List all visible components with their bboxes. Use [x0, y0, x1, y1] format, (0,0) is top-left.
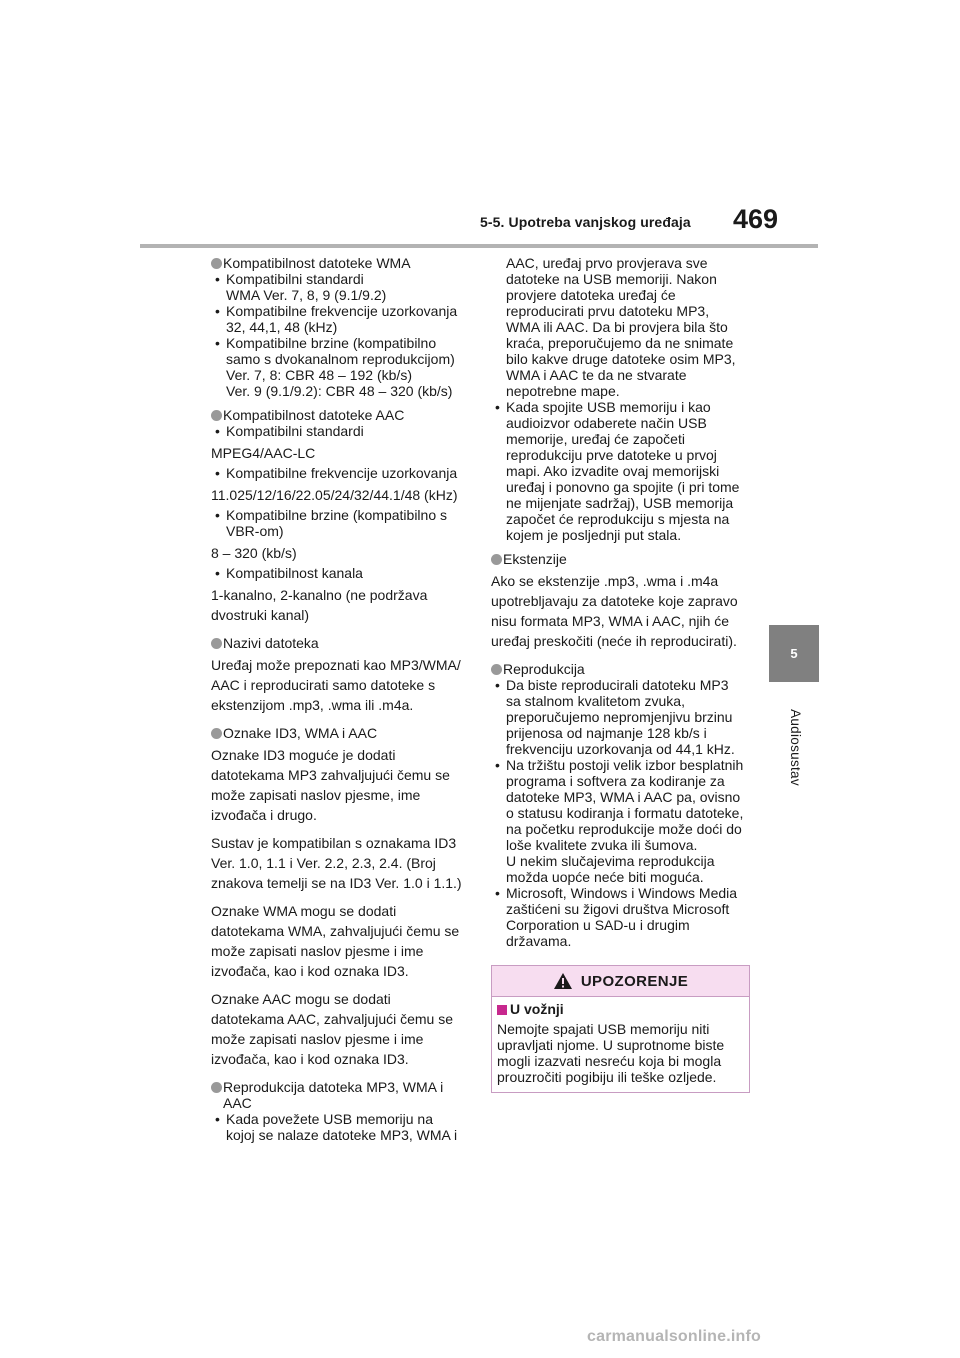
continued-bullet-text: AAC, uređaj prvo provjerava sve datoteke na USB memoriji. Nakon provjere datoteka uređaj će reproducirati prvu datoteku MP3, WMA ili AAC. Da bi provjera bila što kraća, preporučujemo da ne snimate bilo kakve druge datoteke osim MP3, WMA i AAC te da ne stvarate nepotrebne mape.: [506, 255, 736, 399]
warning-header: [492, 966, 749, 997]
chapter-number-tab: 5: [769, 625, 819, 682]
paragraph: 8 – 320 (kb/s): [211, 545, 297, 561]
warning-body: [492, 997, 749, 1085]
list-item: • Da biste reproducirali datoteku MP3 sa stalnom kvalitetom zvuka, preporučujemo nepromjenjivu brzinu prijenosa od najmanje 128 kb/s i frekvenciju uzorkovanja od 44,1 kHz.: [495, 677, 735, 757]
extensions-section: [491, 551, 753, 651]
paragraph: Sustav je kompatibilan s oznakama ID3 Ver. 1.0, 1.1 i Ver. 2.2, 2.3, 2.4. (Broj znakova temelji se na ID3 Ver. 1.0 i 1.1.): [211, 835, 462, 891]
tags-heading: Oznake ID3, WMA i AAC: [211, 725, 476, 741]
paragraph: Ako se ekstenzije .mp3, .wma i .m4a upotrebljavaju za datoteke koje zapravo nisu formata MP3, WMA i AAC, njih će uređaj preskočiti (neće ih reproducirati).: [491, 573, 738, 649]
list-item: • Kompatibilne frekvencije uzorkovanja: [215, 465, 458, 481]
list-item: • Kompatibilnost kanala: [215, 565, 363, 581]
header-divider: [140, 244, 818, 248]
wma-heading: Kompatibilnost datoteke WMA: [211, 255, 476, 271]
playback-heading: Reprodukcija datoteka MP3, WMA i AAC: [211, 1079, 476, 1111]
list-item: • Na tržištu postoji velik izbor besplatnih programa i softvera za kodiranje za datoteke MP3, WMA i AAC pa, ovisno o statusu kodiranja i formatu datoteke, na početku reprodukcije može doći do loše kvalitete zvuka ili šumova. U nekim slučajevima reprodukcija možda uopće neće biti moguća.: [495, 757, 744, 885]
file-names-section: [211, 635, 476, 715]
warning-title: UPOZORENJE: [580, 972, 689, 990]
list-item: • Kompatibilni standardi: [215, 423, 364, 439]
reproduction-heading: Reprodukcija: [491, 661, 753, 677]
extensions-heading: Ekstenzije: [491, 551, 753, 567]
right-column: [491, 255, 753, 949]
list-item: • Kompatibilne frekvencije uzorkovanja 32, 44,1, 48 (kHz): [215, 303, 458, 335]
aac-section: [211, 407, 476, 625]
list-item: • Kada spojite USB memoriju i kao audioizvor odaberete način USB memorije, uređaj će započeti reprodukciju prve datoteke u prvoj mapi. Ako izvadite ovaj memorijski uređaj i ponovno ga spojite (i pri tome ne mijenjate sadržaj), USB memorija započet će reprodukciju s mjesta na kojem je posljednji put stala.: [495, 399, 740, 543]
warning-subheading: U vožnji: [497, 1001, 744, 1017]
bullet-dot-icon: [211, 1082, 222, 1093]
warning-triangle-icon: [553, 972, 573, 990]
warning-box: [491, 965, 750, 1093]
paragraph: 11.025/12/16/22.05/24/32/44.1/48 (kHz): [211, 487, 458, 503]
bullet-dot-icon: [211, 410, 222, 421]
paragraph: Oznake WMA mogu se dodati datotekama WMA, zahvaljujući čemu se može zapisati naslov pjesme i ime izvođača, kao i kod oznaka ID3.: [211, 903, 460, 979]
square-marker-icon: [497, 1005, 507, 1015]
paragraph: Oznake ID3 moguće je dodati datotekama MP3 zahvaljujući čemu se može zapisati naslov pjesme, ime izvođača i drugo.: [211, 747, 450, 823]
chapter-title: [785, 692, 805, 802]
section-title: 5-5. Upotreba vanjskog uređaja: [480, 214, 691, 230]
chapter-title-text: Audiosustav: [787, 708, 803, 786]
bullet-dot-icon: [491, 664, 502, 675]
page-number: 469: [733, 204, 779, 234]
paragraph: Oznake AAC mogu se dodati datotekama AAC, zahvaljujući čemu se može zapisati naslov pjesme i ime izvođača, kao i kod oznaka ID3.: [211, 991, 454, 1067]
wma-section: [211, 255, 476, 399]
warning-text: Nemojte spajati USB memoriju niti upravljati njome. U suprotnome biste mogli izazvati nesreću koja bi mogla prouzročiti pogibiju ili teške ozljede.: [497, 1021, 725, 1085]
list-item: • Kompatibilne brzine (kompatibilno samo s dvokanalnom reprodukcijom) Ver. 7, 8: CBR 48 – 192 (kb/s) Ver. 9 (9.1/9.2): CBR 48 – 320 (kb/s): [215, 335, 455, 399]
playback-section: [211, 1079, 476, 1143]
list-item: • Kompatibilni standardi WMA Ver. 7, 8, 9 (9.1/9.2): [215, 271, 387, 303]
bullet-dot-icon: [491, 554, 502, 565]
watermark: carmanualsonline.info: [587, 1328, 762, 1345]
aac-heading: Kompatibilnost datoteke AAC: [211, 407, 476, 423]
list-item: • Kada povežete USB memoriju na kojoj se nalaze datoteke MP3, WMA i: [215, 1111, 458, 1143]
paragraph: MPEG4/AAC-LC: [211, 445, 316, 461]
left-column: [211, 255, 476, 1143]
reproduction-section: [491, 661, 753, 949]
tags-section: [211, 725, 476, 1069]
bullet-dot-icon: [211, 638, 222, 649]
bullet-dot-icon: [211, 258, 222, 269]
paragraph: 1-kanalno, 2-kanalno (ne podržava dvostruki kanal): [211, 587, 428, 623]
list-item: • Kompatibilne brzine (kompatibilno s VBR-om): [215, 507, 447, 539]
list-item: • Microsoft, Windows i Windows Media zaštićeni su žigovi društva Microsoft Corporation u SAD-u i drugim državama.: [495, 885, 738, 949]
file-names-heading: Nazivi datoteka: [211, 635, 476, 651]
bullet-dot-icon: [211, 728, 222, 739]
paragraph: Uređaj može prepoznati kao MP3/WMA/ AAC i reproducirati samo datoteke s ekstenzijom .mp3, .wma ili .m4a.: [211, 657, 461, 713]
